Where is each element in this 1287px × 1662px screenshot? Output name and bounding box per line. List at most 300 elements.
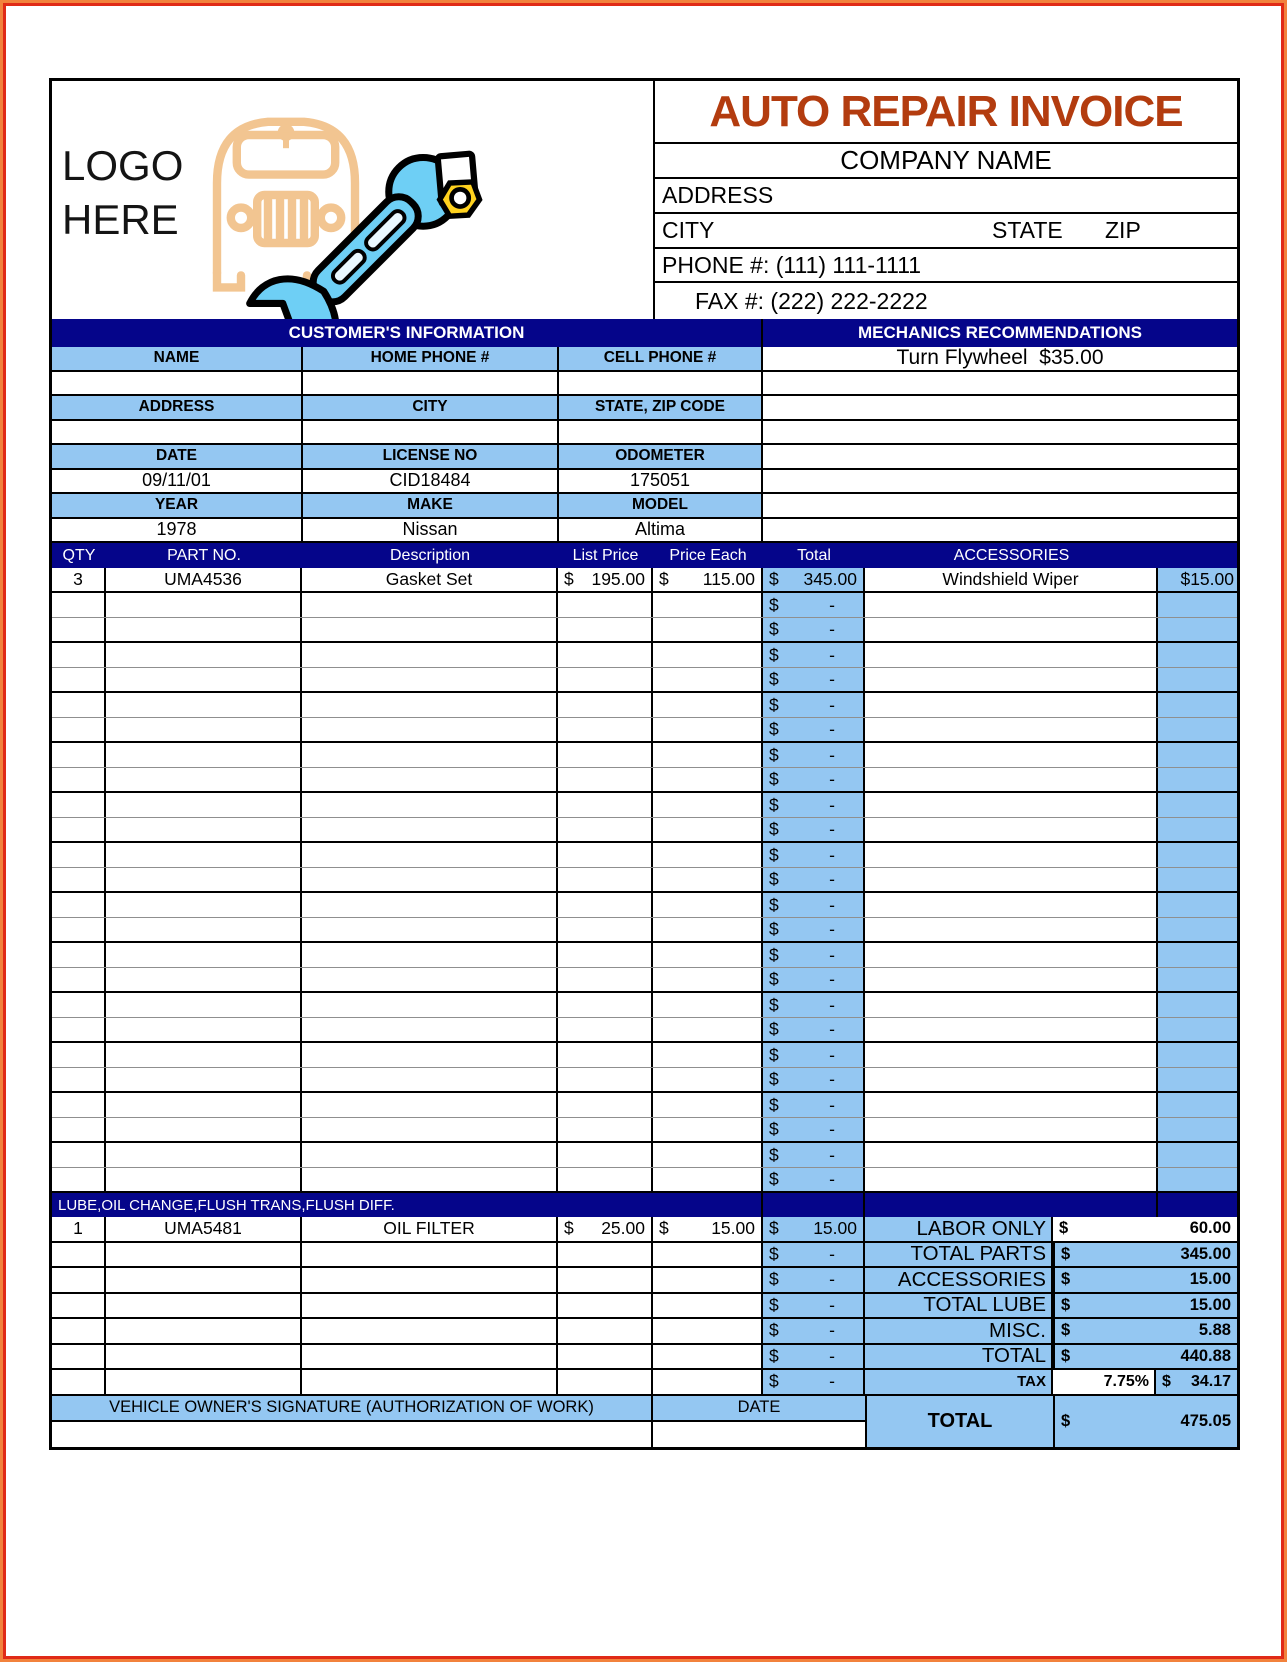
part-no-cell[interactable]: [106, 918, 302, 941]
list-price-cell[interactable]: [558, 1018, 653, 1041]
parts-total-value: -: [829, 1044, 835, 1065]
price-each-cell[interactable]: [653, 1243, 763, 1267]
parts-empty-row: [52, 1093, 1237, 1118]
price-each-cell[interactable]: [653, 1143, 763, 1167]
tax-row: [52, 1370, 1237, 1396]
total-cell: [763, 943, 865, 967]
total-cell: [763, 1243, 865, 1267]
description-cell[interactable]: OIL FILTER: [302, 1217, 558, 1241]
description-cell[interactable]: [302, 1268, 558, 1292]
qty-cell[interactable]: [52, 1143, 106, 1167]
total-cell: [763, 1018, 865, 1041]
part-no-cell[interactable]: [106, 1143, 302, 1167]
qty-cell[interactable]: [52, 868, 106, 891]
signature-label: VEHICLE OWNER'S SIGNATURE (AUTHORIZATION OF WORK): [52, 1396, 653, 1422]
price-each-cell[interactable]: [653, 793, 763, 817]
year-label: YEAR: [52, 494, 303, 517]
qty-cell[interactable]: [52, 968, 106, 991]
part-no-cell[interactable]: [106, 1043, 302, 1067]
parts-total-currency: $: [769, 1119, 779, 1139]
accessory-cell[interactable]: [865, 993, 1158, 1017]
parts-empty-row: [52, 743, 1237, 768]
qty-cell[interactable]: 1: [52, 1217, 106, 1241]
accessory-price-cell[interactable]: [1158, 618, 1237, 641]
total-cell: [763, 593, 865, 617]
home-phone-input-cell[interactable]: [303, 372, 559, 395]
accessory-cell[interactable]: [865, 693, 1158, 717]
mechanics-row[interactable]: [763, 372, 1237, 395]
currency-symbol: $: [1061, 1411, 1071, 1430]
price-each-cell[interactable]: [653, 1043, 763, 1067]
price-each-cell[interactable]: [653, 693, 763, 717]
qty-cell[interactable]: [52, 668, 106, 691]
list-price-cell[interactable]: [558, 1217, 653, 1241]
accessory-price-cell[interactable]: [1158, 1093, 1237, 1117]
qty-header: QTY: [62, 546, 96, 564]
list-price-cell[interactable]: [558, 943, 653, 967]
total-lube-label: TOTAL LUBE: [865, 1294, 1053, 1318]
price-each-cell[interactable]: [653, 1294, 763, 1318]
description-cell[interactable]: [302, 943, 558, 967]
accessory-price-cell[interactable]: [1158, 943, 1237, 967]
part-no-cell[interactable]: [106, 1268, 302, 1292]
signature-input-row: [52, 1422, 865, 1447]
qty-cell[interactable]: [52, 1068, 106, 1091]
price-each-cell[interactable]: [653, 1217, 763, 1241]
accessory-cell[interactable]: [865, 1043, 1158, 1067]
total-placeholder: -: [829, 1243, 835, 1264]
description-cell[interactable]: [302, 843, 558, 867]
accessory-price-cell[interactable]: [1158, 968, 1237, 991]
total-placeholder: -: [829, 1320, 835, 1341]
logo-placeholder-text: [62, 139, 183, 247]
qty-cell[interactable]: [52, 818, 106, 841]
part-no-cell[interactable]: [106, 1243, 302, 1267]
accessory-price-cell[interactable]: [1158, 1018, 1237, 1041]
accessory-price-cell[interactable]: [1158, 668, 1237, 691]
lube-bar-cell: [1158, 1193, 1237, 1217]
qty-cell[interactable]: [52, 1168, 106, 1191]
accessory-price-cell[interactable]: [1158, 818, 1237, 841]
price-each-cell[interactable]: [653, 1268, 763, 1292]
parts-total-currency: $: [769, 844, 779, 865]
part-no-cell[interactable]: [106, 1018, 302, 1041]
list-price-cell[interactable]: [558, 918, 653, 941]
price-each-value: 15.00: [711, 1218, 755, 1239]
accessory-price-cell[interactable]: [1158, 743, 1237, 767]
part-no-cell[interactable]: UMA5481: [106, 1217, 302, 1241]
description-cell[interactable]: [302, 1345, 558, 1369]
accessories-total-label: ACCESSORIES: [865, 1268, 1053, 1292]
description-cell[interactable]: [302, 743, 558, 767]
currency-symbol: $: [1059, 1219, 1069, 1238]
parts-total-value: -: [829, 794, 835, 815]
accessory-cell[interactable]: [865, 818, 1158, 841]
qty-cell[interactable]: [52, 643, 106, 667]
accessory-price-cell[interactable]: $15.00: [1158, 568, 1237, 591]
part-no-cell[interactable]: [106, 968, 302, 991]
make-value-cell[interactable]: Nissan: [303, 519, 559, 542]
state-zip-label: STATE, ZIP CODE: [559, 396, 763, 419]
qty-cell[interactable]: [52, 1018, 106, 1041]
price-each-cell[interactable]: [653, 1068, 763, 1091]
part-no-cell[interactable]: [106, 893, 302, 917]
signature-row: [52, 1396, 865, 1422]
company-name-cell[interactable]: COMPANY NAME: [655, 144, 1237, 179]
address-input-cell[interactable]: [52, 421, 303, 444]
parts-total-currency: $: [769, 1019, 779, 1039]
parts-empty-row: [52, 718, 1237, 743]
date-value-cell[interactable]: 09/11/01: [52, 470, 303, 493]
part-no-cell[interactable]: [106, 1319, 302, 1343]
description-cell[interactable]: Gasket Set: [302, 568, 558, 591]
accessory-price-cell[interactable]: [1158, 893, 1237, 917]
summary-row: [52, 1319, 1237, 1345]
parts-total-currency: $: [769, 619, 779, 639]
qty-cell[interactable]: [52, 943, 106, 967]
qty-cell[interactable]: [52, 1118, 106, 1141]
amount: 440.88: [1180, 1346, 1231, 1365]
list-price-cell[interactable]: [558, 1143, 653, 1167]
accessory-cell[interactable]: [865, 1068, 1158, 1091]
accessory-price-cell[interactable]: [1158, 593, 1237, 617]
list-price-cell[interactable]: [558, 1068, 653, 1091]
description-cell[interactable]: [302, 618, 558, 641]
parts-empty-row: [52, 893, 1237, 918]
accessory-price-cell[interactable]: [1158, 868, 1237, 891]
parts-empty-row: [52, 643, 1237, 668]
list-price-cell[interactable]: [558, 1168, 653, 1191]
cell-phone-label: CELL PHONE #: [559, 347, 763, 370]
model-value-cell[interactable]: Altima: [559, 519, 763, 542]
accessory-cell[interactable]: [865, 768, 1158, 791]
part-no-cell[interactable]: [106, 1168, 302, 1191]
part-no-cell[interactable]: [106, 993, 302, 1017]
accessory-cell[interactable]: [865, 918, 1158, 941]
accessory-cell[interactable]: [865, 893, 1158, 917]
qty-cell[interactable]: [52, 1093, 106, 1117]
part-no-cell[interactable]: [106, 1294, 302, 1318]
qty-cell[interactable]: [52, 693, 106, 717]
price-each-cell[interactable]: [653, 718, 763, 741]
misc-label: MISC.: [865, 1319, 1053, 1343]
customer-labels-row-2: [52, 396, 1237, 421]
price-each-cell[interactable]: [653, 1093, 763, 1117]
parts-total-value: -: [829, 1069, 835, 1089]
list-price-cell[interactable]: [558, 1370, 653, 1394]
mechanics-row[interactable]: [763, 494, 1237, 517]
mechanics-row[interactable]: [763, 445, 1237, 468]
description-cell[interactable]: [302, 1068, 558, 1091]
qty-cell[interactable]: [52, 743, 106, 767]
price-each-cell[interactable]: [653, 1018, 763, 1041]
price-each-cell[interactable]: [653, 618, 763, 641]
description-cell[interactable]: [302, 1319, 558, 1343]
list-price-cell[interactable]: [558, 643, 653, 667]
accessory-cell[interactable]: Windshield Wiper: [865, 568, 1158, 591]
accessory-price-cell[interactable]: [1158, 1168, 1237, 1191]
list-price-cell[interactable]: [558, 868, 653, 891]
qty-cell[interactable]: [52, 1243, 106, 1267]
list-price-cell[interactable]: [558, 1345, 653, 1369]
list-price-cell[interactable]: [558, 1268, 653, 1292]
qty-cell[interactable]: [52, 1268, 106, 1292]
mechanics-row[interactable]: [763, 470, 1237, 493]
price-each-cell[interactable]: [653, 1168, 763, 1191]
list-price-cell[interactable]: [558, 968, 653, 991]
grand-total-amount: 475.05: [1180, 1411, 1231, 1430]
part-no-cell[interactable]: [106, 1370, 302, 1394]
currency-symbol: $: [1061, 1270, 1071, 1289]
description-cell[interactable]: [302, 1370, 558, 1394]
accessory-cell[interactable]: [865, 968, 1158, 991]
accessory-cell[interactable]: [865, 593, 1158, 617]
license-no-value-cell[interactable]: CID18484: [303, 470, 559, 493]
list-price-cell[interactable]: [558, 1043, 653, 1067]
company-address-cell[interactable]: ADDRESS: [655, 179, 1237, 214]
description-cell[interactable]: [302, 643, 558, 667]
accessory-price-cell[interactable]: [1158, 918, 1237, 941]
list-price-cell[interactable]: [558, 668, 653, 691]
accessory-price-cell[interactable]: [1158, 768, 1237, 791]
price-each-cell[interactable]: [653, 1118, 763, 1141]
list-price-cell[interactable]: [558, 1118, 653, 1141]
qty-cell[interactable]: [52, 718, 106, 741]
accessory-cell[interactable]: [865, 618, 1158, 641]
description-cell[interactable]: [302, 593, 558, 617]
accessory-cell[interactable]: [865, 1118, 1158, 1141]
accessory-price-cell[interactable]: [1158, 1143, 1237, 1167]
list-price-cell[interactable]: [558, 843, 653, 867]
description-cell[interactable]: [302, 993, 558, 1017]
price-each-cell[interactable]: [653, 993, 763, 1017]
parts-total-value: -: [829, 1169, 835, 1189]
part-no-cell[interactable]: [106, 718, 302, 741]
qty-cell[interactable]: [52, 1294, 106, 1318]
price-each-cell[interactable]: [653, 743, 763, 767]
description-cell[interactable]: [302, 893, 558, 917]
part-no-cell[interactable]: UMA4536: [106, 568, 302, 591]
part-no-cell[interactable]: [106, 1068, 302, 1091]
price-each-cell[interactable]: [653, 868, 763, 891]
city-input-cell[interactable]: [303, 421, 559, 444]
qty-cell[interactable]: [52, 793, 106, 817]
signature-input-cell[interactable]: [52, 1422, 653, 1447]
total-cell: [763, 743, 865, 767]
part-no-cell[interactable]: [106, 1093, 302, 1117]
accessory-price-cell[interactable]: [1158, 718, 1237, 741]
accessory-price-cell[interactable]: [1158, 1043, 1237, 1067]
accessory-cell[interactable]: [865, 1168, 1158, 1191]
list-price-cell[interactable]: [558, 593, 653, 617]
parts-total-value: -: [829, 869, 835, 889]
part-no-cell[interactable]: [106, 943, 302, 967]
accessory-cell[interactable]: [865, 843, 1158, 867]
accessory-cell[interactable]: [865, 1018, 1158, 1041]
description-cell[interactable]: [302, 918, 558, 941]
parts-empty-row: [52, 818, 1237, 843]
part-no-cell[interactable]: [106, 843, 302, 867]
summary-row: [52, 1294, 1237, 1320]
list-price-cell[interactable]: [558, 743, 653, 767]
accessory-price-cell[interactable]: [1158, 1118, 1237, 1141]
description-cell[interactable]: [302, 1294, 558, 1318]
part-no-cell[interactable]: [106, 818, 302, 841]
description-cell[interactable]: [302, 968, 558, 991]
price-each-cell[interactable]: [653, 1345, 763, 1369]
parts-total-value: -: [829, 969, 835, 989]
date-header-label: DATE: [653, 1396, 865, 1422]
description-cell[interactable]: [302, 768, 558, 791]
qty-cell[interactable]: [52, 843, 106, 867]
price-each-cell[interactable]: [653, 968, 763, 991]
customer-values-row-2: [52, 421, 1237, 446]
mechanics-row[interactable]: [763, 421, 1237, 444]
accessory-price-cell[interactable]: [1158, 993, 1237, 1017]
description-cell[interactable]: [302, 668, 558, 691]
accessory-cell[interactable]: [865, 668, 1158, 691]
year-value-cell[interactable]: 1978: [52, 519, 303, 542]
accessory-cell[interactable]: [865, 718, 1158, 741]
list-price-cell[interactable]: [558, 1243, 653, 1267]
total-cell: [763, 993, 865, 1017]
qty-cell[interactable]: [52, 618, 106, 641]
price-each-cell[interactable]: [653, 668, 763, 691]
accessory-price-cell[interactable]: [1158, 843, 1237, 867]
accessory-price-cell[interactable]: [1158, 793, 1237, 817]
accessory-price-cell[interactable]: [1158, 693, 1237, 717]
qty-cell[interactable]: [52, 1319, 106, 1343]
price-each-cell[interactable]: [653, 893, 763, 917]
list-price-cell[interactable]: [558, 718, 653, 741]
accessories-header: ACCESSORIES: [953, 546, 1070, 564]
odometer-value-cell[interactable]: 175051: [559, 470, 763, 493]
parts-empty-row: [52, 843, 1237, 868]
description-cell[interactable]: [302, 1018, 558, 1041]
part-no-cell[interactable]: [106, 743, 302, 767]
subtotal-label: TOTAL: [865, 1345, 1053, 1369]
date-input-cell[interactable]: [653, 1422, 865, 1447]
accessory-price-cell[interactable]: [1158, 1068, 1237, 1091]
accessory-cell[interactable]: [865, 1143, 1158, 1167]
accessory-cell[interactable]: [865, 743, 1158, 767]
price-each-cell[interactable]: [653, 768, 763, 791]
description-cell[interactable]: [302, 1168, 558, 1191]
currency-symbol: $: [1162, 1372, 1171, 1390]
accessory-price-cell[interactable]: [1158, 643, 1237, 667]
list-price-cell[interactable]: [558, 618, 653, 641]
description-cell[interactable]: [302, 818, 558, 841]
list-price-cell[interactable]: [558, 1093, 653, 1117]
total-cell: [763, 668, 865, 691]
accessory-cell[interactable]: [865, 1093, 1158, 1117]
part-no-cell[interactable]: [106, 793, 302, 817]
name-input-cell[interactable]: [52, 372, 303, 395]
list-price-cell[interactable]: [558, 818, 653, 841]
parts-total-currency: $: [769, 819, 779, 839]
license-no-label: LICENSE NO: [303, 445, 559, 468]
qty-cell[interactable]: [52, 768, 106, 791]
list-price-cell[interactable]: [558, 993, 653, 1017]
part-no-cell[interactable]: [106, 1345, 302, 1369]
list-price-cell[interactable]: [558, 1319, 653, 1343]
part-no-cell[interactable]: [106, 693, 302, 717]
price-each-cell[interactable]: [653, 568, 763, 591]
customer-labels-row-3: [52, 445, 1237, 470]
total-header: Total: [797, 546, 831, 564]
total-parts-value: [1053, 1243, 1237, 1267]
qty-cell[interactable]: [52, 593, 106, 617]
description-cell[interactable]: [302, 1143, 558, 1167]
part-no-cell[interactable]: [106, 643, 302, 667]
company-phone-cell[interactable]: PHONE #: (111) 111-1111: [655, 249, 1237, 283]
qty-cell[interactable]: [52, 893, 106, 917]
mechanics-row[interactable]: [763, 519, 1237, 542]
part-no-cell[interactable]: [106, 618, 302, 641]
list-price-cell[interactable]: [558, 693, 653, 717]
description-cell[interactable]: [302, 793, 558, 817]
part-no-cell[interactable]: [106, 593, 302, 617]
part-no-cell[interactable]: [106, 868, 302, 891]
parts-total-value: -: [829, 894, 835, 915]
company-fax-cell[interactable]: FAX #: (222) 222-2222: [695, 287, 928, 314]
company-city-state-zip-cell[interactable]: [655, 214, 1237, 249]
total-cell: [763, 1345, 865, 1369]
part-no-cell[interactable]: [106, 1118, 302, 1141]
mechanics-row[interactable]: [763, 396, 1237, 419]
description-cell[interactable]: [302, 868, 558, 891]
accessory-cell[interactable]: [865, 943, 1158, 967]
price-each-cell[interactable]: [653, 918, 763, 941]
accessory-cell[interactable]: [865, 868, 1158, 891]
description-cell[interactable]: [302, 1093, 558, 1117]
state-zip-input-cell[interactable]: [559, 421, 763, 444]
qty-cell[interactable]: 3: [52, 568, 106, 591]
qty-cell[interactable]: [52, 993, 106, 1017]
list-price-cell[interactable]: [558, 893, 653, 917]
list-price-cell[interactable]: [558, 1294, 653, 1318]
price-each-cell[interactable]: [653, 1319, 763, 1343]
description-cell[interactable]: [302, 693, 558, 717]
qty-cell[interactable]: [52, 1345, 106, 1369]
list-price-cell[interactable]: [558, 793, 653, 817]
qty-cell[interactable]: [52, 1370, 106, 1394]
qty-cell[interactable]: [52, 918, 106, 941]
tax-rate-cell[interactable]: 7.75%: [1053, 1370, 1156, 1394]
accessory-cell[interactable]: [865, 793, 1158, 817]
part-no-cell[interactable]: [106, 768, 302, 791]
price-each-cell[interactable]: [653, 643, 763, 667]
description-cell[interactable]: [302, 1118, 558, 1141]
list-price-cell[interactable]: [558, 768, 653, 791]
mechanics-recommendation[interactable]: Turn Flywheel $35.00: [896, 346, 1104, 370]
part-no-cell[interactable]: [106, 668, 302, 691]
parts-total-currency: $: [769, 944, 779, 965]
description-cell[interactable]: [302, 1043, 558, 1067]
lube-section-title: LUBE,OIL CHANGE,FLUSH TRANS,FLUSH DIFF.: [52, 1193, 763, 1217]
qty-cell[interactable]: [52, 1043, 106, 1067]
price-each-cell[interactable]: [653, 1370, 763, 1394]
description-cell[interactable]: [302, 718, 558, 741]
list-price-cell[interactable]: [558, 568, 653, 591]
accessory-cell[interactable]: [865, 643, 1158, 667]
price-each-cell[interactable]: [653, 943, 763, 967]
price-each-cell[interactable]: [653, 818, 763, 841]
cell-phone-input-cell[interactable]: [559, 372, 763, 395]
price-each-cell[interactable]: [653, 593, 763, 617]
description-cell[interactable]: [302, 1243, 558, 1267]
price-each-cell[interactable]: [653, 843, 763, 867]
